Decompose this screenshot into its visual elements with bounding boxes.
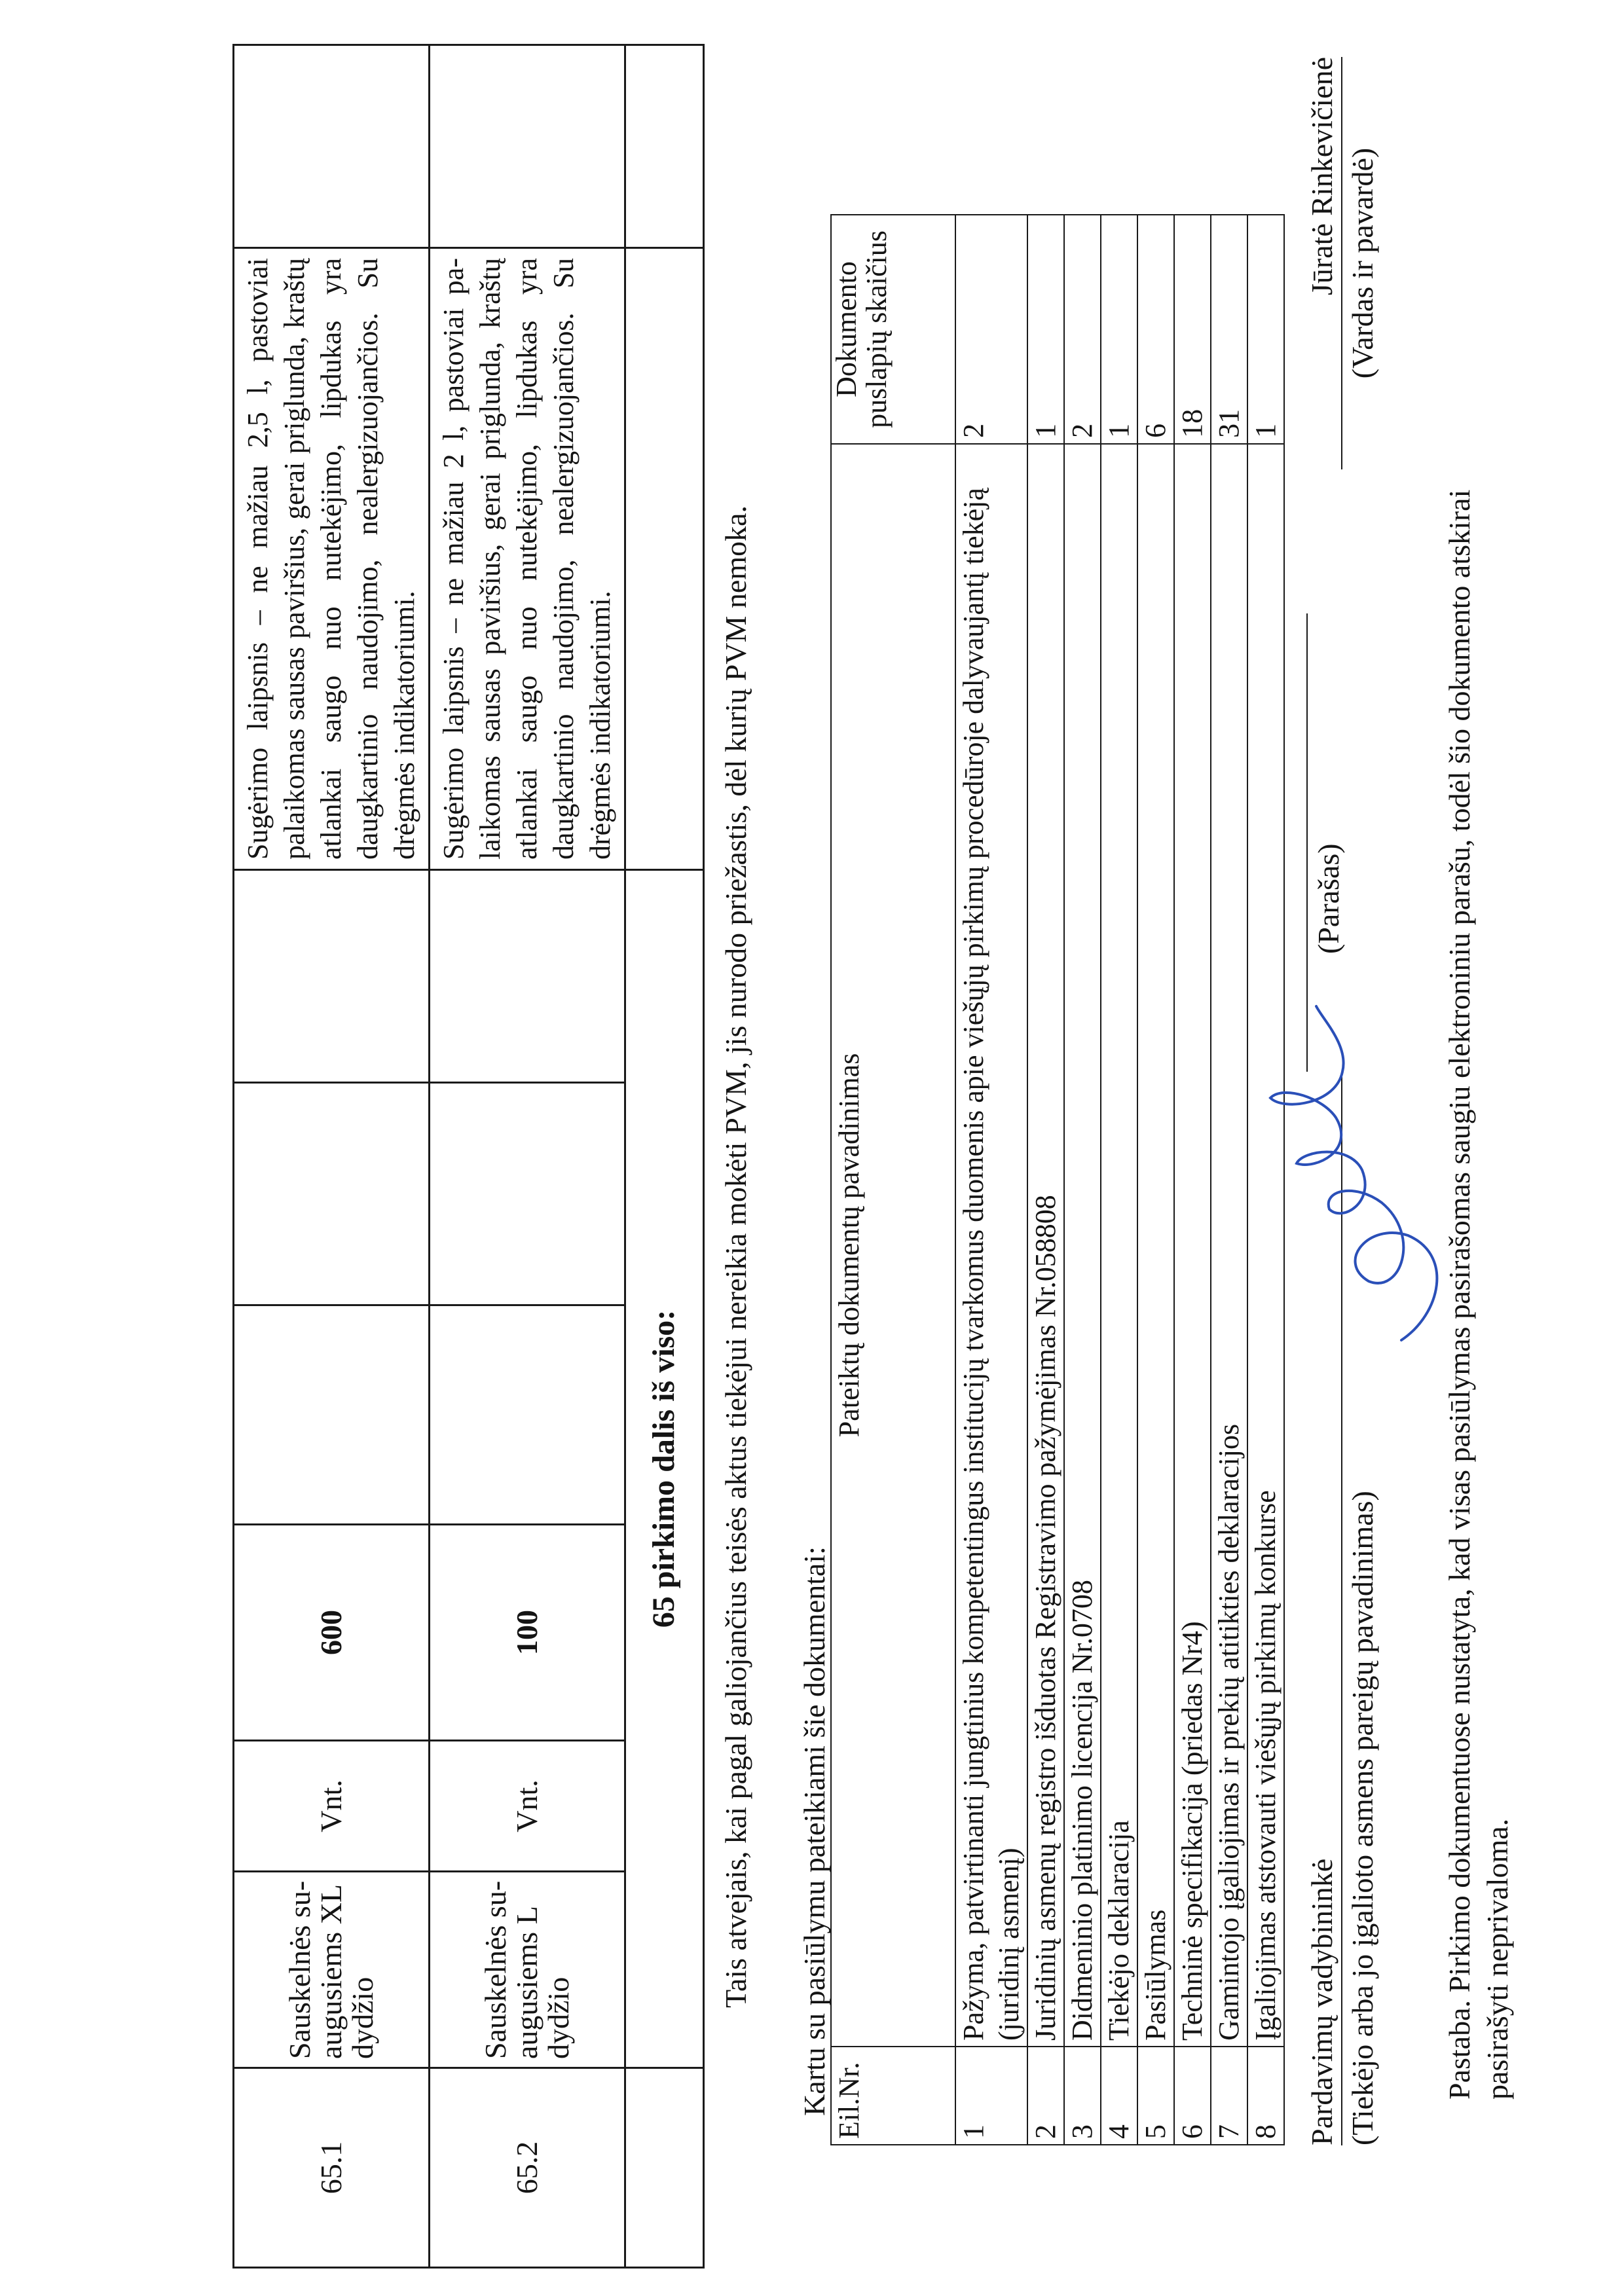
position-title: Pardavimų vadybininkė: [1303, 1072, 1342, 2145]
total-label: 65 pirkimo dalis iš viso:: [625, 870, 704, 2068]
doc-number: 6: [1174, 2047, 1211, 2145]
empty-cell: [625, 2068, 704, 2268]
doc-number: 8: [1247, 2047, 1284, 2145]
doc-title: Pažyma, patvirtinanti jungtinius kompetentingus institucijų tvarkomus duomenis apie viešųjų pirkimų procedūroje dalyvaujantį tiekėją (juridinį asmenį): [955, 444, 1027, 2047]
table-row: [1101, 215, 1137, 2145]
signature-line: [1306, 613, 1308, 1072]
doc-number: 2: [1027, 2047, 1064, 2145]
note: Pastaba. Pirkimo dokumentuose nustatyta, kad visas pasiūlymas pasirašomas saugiu elektroniniu parašu, todėl šio dokumento atskirai pasirašyti neprivaloma.: [1443, 489, 1514, 2100]
doc-title: Didmeninio platinimo licencija Nr.0708: [1064, 444, 1101, 2047]
unit-cell: Vnt.: [430, 1741, 625, 1872]
product-name: Sauskelnės su-augusiems XL dydžio: [234, 1872, 430, 2068]
row-number: 65.2: [430, 2068, 625, 2268]
doc-pages: 31: [1211, 215, 1247, 444]
vat-note: Tais atvejais, kai pagal galiojančius teisės aktus tiekėjui nereikia mokėti PVM, jis nurodo priežastis, dėl kurių PVM nemoka.: [719, 505, 752, 2008]
signer-name: Jūratė Rinkevičienė: [1303, 57, 1342, 469]
doc-pages: 6: [1137, 215, 1174, 444]
empty-cell: [625, 45, 704, 248]
table-row: [1174, 215, 1211, 2145]
position-caption: (Tiekėjo arba jo įgalioto asmens pareigų pavadinimas): [1346, 1491, 1379, 2145]
empty-cell: [234, 45, 430, 248]
doc-pages: 2: [955, 215, 1027, 444]
table-row: [1064, 215, 1101, 2145]
doc-pages: 1: [1247, 215, 1284, 444]
doc-title: Įgaliojimas atstovauti viešųjų pirkimų konkurse: [1247, 444, 1284, 2047]
empty-cell: [430, 870, 625, 1083]
doc-title: Juridinių asmenų registro išduotas Registravimo pažymėjimas Nr.058808: [1027, 444, 1064, 2047]
table-row: [1027, 215, 1064, 2145]
quantity-cell: 600: [234, 1525, 430, 1741]
empty-cell: [234, 1305, 430, 1525]
doc-number: 3: [1064, 2047, 1101, 2145]
signature-caption: (Parašas): [1312, 843, 1345, 954]
row-number: 65.1: [234, 2068, 430, 2268]
empty-cell: [430, 45, 625, 248]
doc-title: Gamintojo įgaliojimas ir prekių atitikties deklaracijos: [1211, 444, 1247, 2047]
empty-cell: [234, 870, 430, 1083]
product-name: Sauskelnės su-augusiems L dydžio: [430, 1872, 625, 2068]
doc-pages: 2: [1064, 215, 1101, 444]
product-table: [232, 44, 705, 2269]
empty-cell: [234, 1083, 430, 1305]
table-row: [955, 215, 1027, 2145]
doc-pages: 18: [1174, 215, 1211, 444]
doc-title: Pasiūlymas: [1137, 444, 1174, 2047]
description-cell: Sugėrimo laipsnis – ne mažiau 2 l, pastoviai pa-laikomas sausas paviršius, gerai priglunda, kraštų atlankai saugo nuo nutekėjimo, lipdukas yra daugkartinio naudojimo, nealergizuojančios. Su drėgmės indikatoriumi.: [430, 248, 625, 870]
documents-table: [830, 214, 1285, 2145]
table-row: [234, 45, 430, 2268]
doc-number: 4: [1101, 2047, 1137, 2145]
empty-cell: [430, 1083, 625, 1305]
table-header-row: [831, 215, 955, 2145]
doc-pages: 1: [1101, 215, 1137, 444]
column-header-number: Eil.Nr.: [831, 2047, 955, 2145]
column-header-pages: Dokumento puslapių skaičius: [831, 215, 955, 444]
empty-cell: [430, 1305, 625, 1525]
table-row: [1211, 215, 1247, 2145]
column-header-title: Pateiktų dokumentų pavadinimas: [831, 444, 955, 2047]
doc-number: 5: [1137, 2047, 1174, 2145]
documents-intro: Kartu su pasiūlymu pateikiami šie dokumentai:: [798, 1546, 831, 2116]
doc-number: 7: [1211, 2047, 1247, 2145]
doc-title: Tiekėjo deklaracija: [1101, 444, 1137, 2047]
table-row: [1137, 215, 1174, 2145]
doc-pages: 1: [1027, 215, 1064, 444]
signature-stroke: [1270, 1006, 1437, 1340]
doc-title: Techninė specifikacija (priedas Nr4): [1174, 444, 1211, 2047]
name-caption: (Vardas ir pavardė): [1346, 147, 1379, 379]
table-row: [430, 45, 625, 2268]
description-cell: Sugėrimo laipsnis – ne mažiau 2,5 l, pastoviai palaikomas sausas paviršius, gerai priglunda, kraštų atlankai saugo nuo nutekėjimo, lipdukas yra daugkartinio naudojimo, nealergizuojančios. Su drėgmės indikatoriumi.: [234, 248, 430, 870]
unit-cell: Vnt.: [234, 1741, 430, 1872]
empty-cell: [625, 248, 704, 870]
doc-number: 1: [955, 2047, 1027, 2145]
total-row: [625, 45, 704, 2268]
quantity-cell: 100: [430, 1525, 625, 1741]
